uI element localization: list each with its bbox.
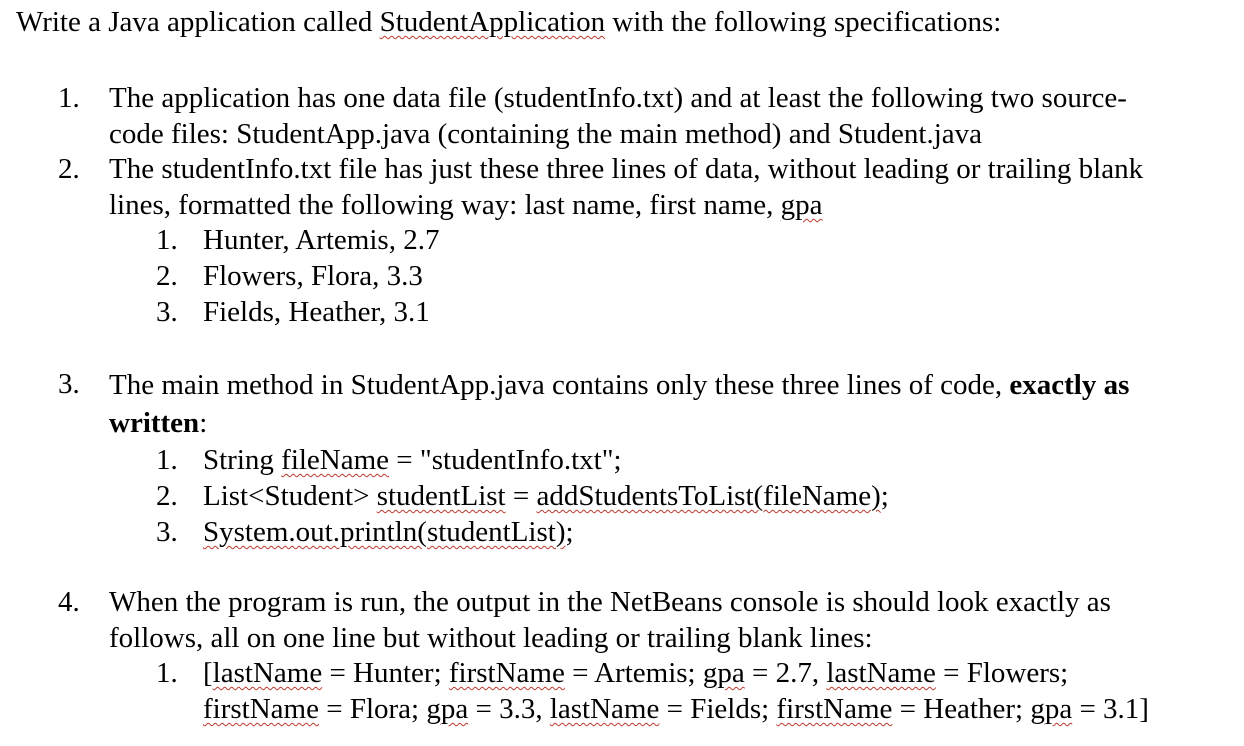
sub-number: 2. (156, 260, 178, 292)
item-line: The application has one data file (studentInfo.txt) and at least the following two source- (109, 82, 1127, 114)
output-text: = Hunter; (322, 657, 449, 689)
output-text-flagged: firstName (203, 693, 319, 725)
sub-number: 3. (156, 296, 178, 328)
item-number: 2. (58, 153, 80, 185)
code-text: = "studentInfo.txt"; (389, 444, 622, 476)
app-name: StudentApplication (379, 6, 606, 38)
output-text-flagged: lastName (549, 693, 660, 725)
code-text-flagged: System.out.println(studentList) (203, 516, 566, 548)
output-text: = Flora; (318, 693, 427, 725)
output-text-flagged: lastName (826, 657, 936, 689)
intro-text: Write a Java application called (16, 6, 380, 38)
output-row-1 (203, 655, 1244, 691)
item-line-text: : (199, 407, 208, 439)
item-line-bold: exactly as (1009, 369, 1130, 401)
sub-text: Fields, Heather, 3.1 (203, 296, 430, 328)
item-line: code files: StudentApp.java (containing the main method) and Student.java (109, 118, 983, 150)
output-line (156, 655, 1244, 727)
output-text: = Flowers; (935, 657, 1069, 689)
output-text: = 3.3, (468, 693, 550, 725)
code-text: List<Student> (203, 480, 377, 512)
code-text-flagged: addStudentsToList(fileName) (536, 480, 881, 512)
code-text: = (505, 480, 537, 512)
output-text-flagged: gpa (426, 693, 469, 725)
code-text: String (203, 444, 282, 476)
sub-number: 2. (156, 480, 178, 512)
output-text-flagged: gpa (1030, 693, 1073, 725)
output-text: = Fields; (659, 693, 777, 725)
output-row-2 (203, 691, 1244, 727)
sub-text: Flowers, Flora, 3.3 (203, 260, 423, 292)
sub-number: 1. (156, 224, 178, 256)
code-line-1 (156, 442, 622, 478)
item-line (109, 187, 1238, 223)
item-line-text: The main method in StudentApp.java contains only these three lines of code, (109, 369, 1010, 401)
data-line-3 (156, 294, 430, 330)
output-text-flagged: firstName (448, 657, 565, 689)
intro-text-end: with the following specifications: (605, 6, 1002, 38)
sub-number: 1. (156, 444, 178, 476)
item-line: When the program is run, the output in the NetBeans console is should look exactly as (109, 586, 1111, 618)
code-text-flagged: fileName (281, 444, 390, 476)
item-line (109, 366, 1238, 404)
sub-text (203, 514, 574, 550)
code-text-flagged: studentList (376, 480, 506, 512)
spec-item-2 (58, 151, 1238, 223)
item-text (109, 366, 1238, 442)
intro-line (16, 4, 1001, 40)
sub-text (203, 442, 622, 478)
item-text (109, 584, 1238, 656)
item-number: 1. (58, 82, 80, 114)
sub-number: 3. (156, 516, 178, 548)
item-text (109, 80, 1238, 152)
output-text: = Artemis; (564, 657, 703, 689)
sub-text: Hunter, Artemis, 2.7 (203, 224, 440, 256)
output-text: [ (203, 657, 213, 689)
output-text-flagged: lastName (212, 657, 323, 689)
code-line-3 (156, 514, 574, 550)
item-line-text: lines, formatted the following way: last name, first name, (109, 189, 781, 221)
item-number: 4. (58, 586, 80, 618)
output-text-flagged: firstName (776, 693, 893, 725)
item-text (109, 151, 1238, 223)
code-text: ; (880, 480, 889, 512)
item-line: The studentInfo.txt file has just these three lines of data, without leading or trailing blank (109, 153, 1144, 185)
sub-text (203, 478, 889, 514)
code-text: ; (565, 516, 574, 548)
item-line: follows, all on one line but without leading or trailing blank lines: (109, 622, 873, 654)
data-line-2 (156, 258, 423, 294)
sub-number: 1. (156, 657, 178, 689)
item-line (109, 404, 1238, 442)
sub-text (203, 655, 1244, 727)
output-text: = 3.1] (1072, 693, 1149, 725)
code-line-2 (156, 478, 889, 514)
spec-item-3 (58, 366, 1238, 442)
output-text-flagged: gpa (702, 657, 745, 689)
spec-item-1 (58, 80, 1238, 152)
data-line-1 (156, 222, 439, 258)
item-number: 3. (58, 368, 80, 400)
item-line-bold: written (109, 407, 200, 439)
output-text: = 2.7, (744, 657, 827, 689)
output-text: = Heather; (892, 693, 1031, 725)
item-line-flagged: gpa (780, 189, 823, 221)
spec-item-4 (58, 584, 1238, 656)
